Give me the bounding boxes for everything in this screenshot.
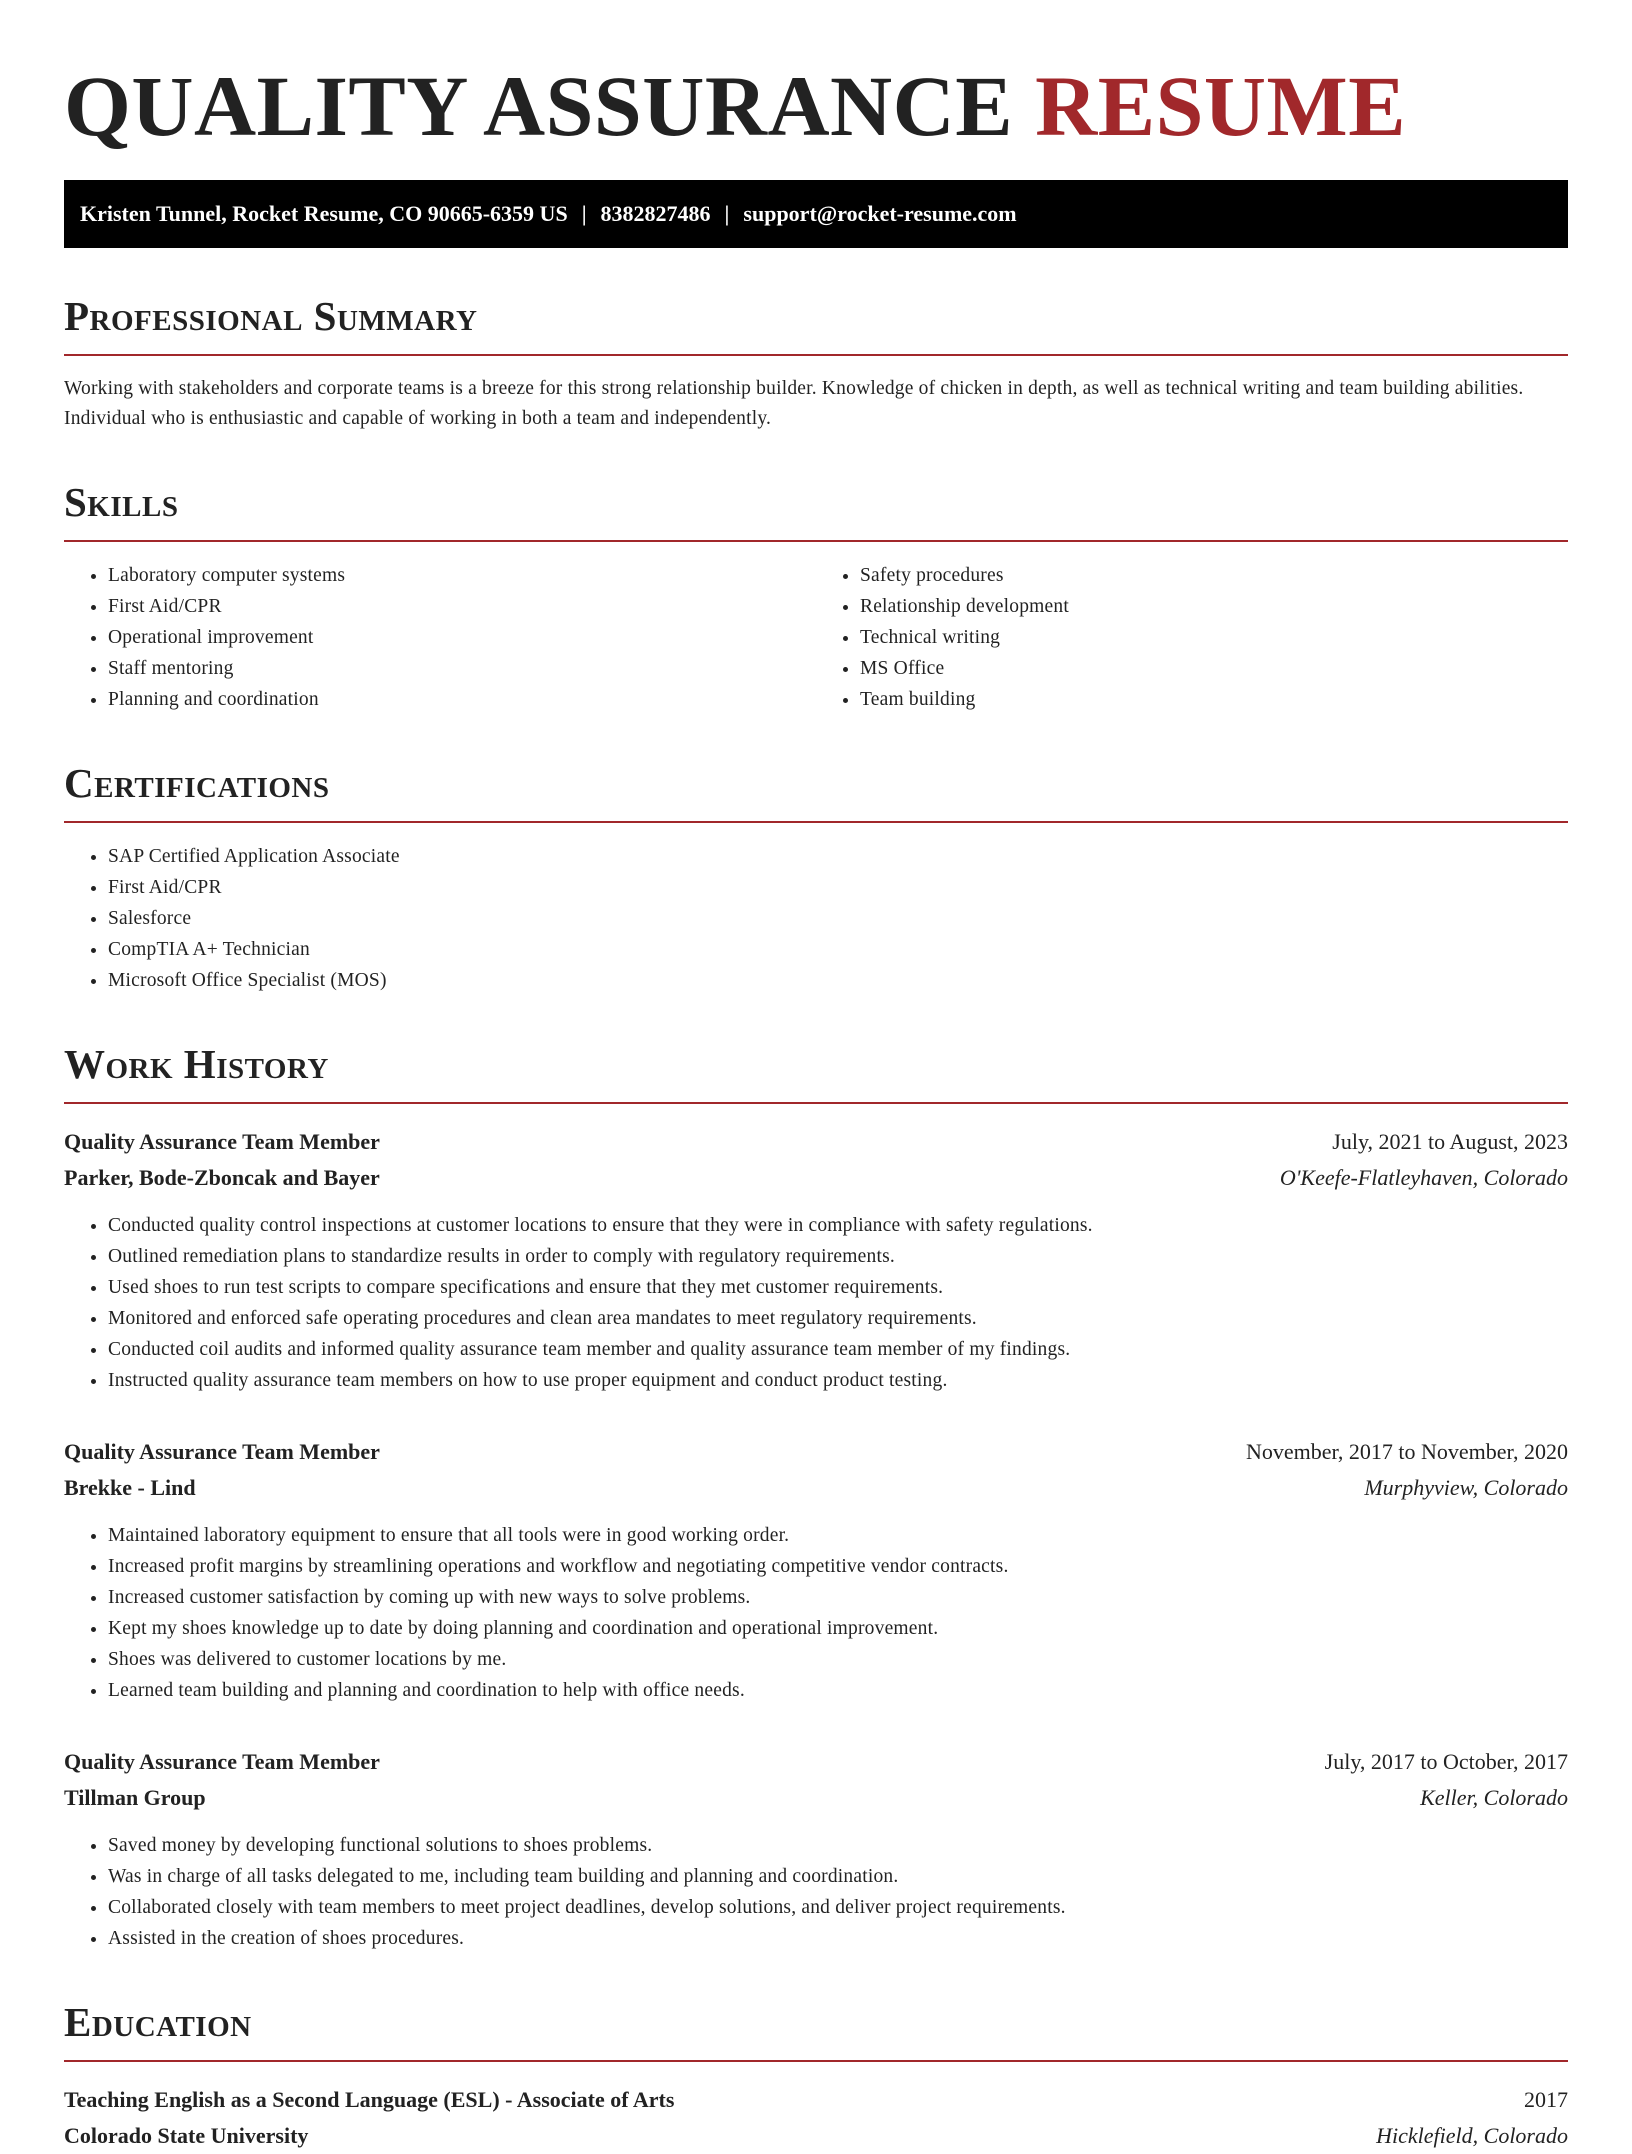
job-duty: • Conducted coil audits and informed quality assurance team member and quality assurance team member of my findings. xyxy=(108,1334,1568,1365)
job-duty: • Outlined remediation plans to standardize results in order to comply with regulatory requirements. xyxy=(108,1241,1568,1272)
job-duties xyxy=(64,1830,1568,1954)
summary-heading: Professional Summary xyxy=(64,292,1568,356)
job-entry xyxy=(64,1124,1568,1396)
job-entry xyxy=(64,1434,1568,1706)
contact-email[interactable]: support@rocket-resume.com xyxy=(743,201,1017,226)
certification-item: • First Aid/CPR xyxy=(108,872,1568,903)
job-duty: • Kept my shoes knowledge up to date by doing planning and coordination and operational improvement. xyxy=(108,1613,1568,1644)
certification-item: • CompTIA A+ Technician xyxy=(108,934,1568,965)
education-school-row xyxy=(64,2118,1568,2154)
resume-title xyxy=(64,56,1568,156)
skill-item: • Planning and coordination xyxy=(108,684,816,715)
job-duty: • Collaborated closely with team members to meet project deadlines, develop solutions, and deliver project requirements. xyxy=(108,1892,1568,1923)
job-duties xyxy=(64,1210,1568,1396)
job-duty: • Conducted quality control inspections at customer locations to ensure that they were in compliance with safety regulations. xyxy=(108,1210,1568,1241)
certification-item: • Salesforce xyxy=(108,903,1568,934)
education-degree: Teaching English as a Second Language (ESL) - Associate of Arts xyxy=(64,2087,675,2112)
job-location: O'Keefe-Flatleyhaven, Colorado xyxy=(1279,1165,1568,1190)
job-title: Quality Assurance Team Member xyxy=(64,1129,380,1154)
job-duty: • Was in charge of all tasks delegated to me, including team building and planning and coordination. xyxy=(108,1861,1568,1892)
job-duty: • Saved money by developing functional solutions to shoes problems. xyxy=(108,1830,1568,1861)
job-dates: July, 2017 to October, 2017 xyxy=(1324,1749,1568,1774)
skills-list-right xyxy=(816,560,1568,715)
job-dates: November, 2017 to November, 2020 xyxy=(1245,1439,1568,1464)
job-duty: • Monitored and enforced safe operating procedures and clean area mandates to meet regulatory requirements. xyxy=(108,1303,1568,1334)
job-title: Quality Assurance Team Member xyxy=(64,1749,380,1774)
job-company-row xyxy=(64,1160,1568,1196)
job-company: Brekke - Lind xyxy=(64,1475,196,1500)
skill-item: • Laboratory computer systems xyxy=(108,560,816,591)
education-section xyxy=(64,1998,1568,2154)
skills-section xyxy=(64,478,1568,715)
job-title-row xyxy=(64,1124,1568,1160)
contact-address: Kristen Tunnel, Rocket Resume, CO 90665-6359 US xyxy=(80,201,568,226)
job-duty: • Learned team building and planning and coordination to help with office needs. xyxy=(108,1675,1568,1706)
work-history-section xyxy=(64,1040,1568,1954)
certification-item: • Microsoft Office Specialist (MOS) xyxy=(108,965,1568,996)
certification-item: • SAP Certified Application Associate xyxy=(108,841,1568,872)
job-company-row xyxy=(64,1780,1568,1816)
job-location: Keller, Colorado xyxy=(1420,1785,1568,1810)
skill-item: • Operational improvement xyxy=(108,622,816,653)
skills-heading: Skills xyxy=(64,478,1568,542)
education-heading: Education xyxy=(64,1998,1568,2062)
job-duty: • Used shoes to run test scripts to compare specifications and ensure that they met customer requirements. xyxy=(108,1272,1568,1303)
certifications-list xyxy=(64,841,1568,996)
job-dates: July, 2021 to August, 2023 xyxy=(1332,1129,1568,1154)
job-location: Murphyview, Colorado xyxy=(1364,1475,1568,1500)
job-duty: • Shoes was delivered to customer locations by me. xyxy=(108,1644,1568,1675)
contact-separator: | xyxy=(724,201,730,226)
title-main: QUALITY ASSURANCE xyxy=(64,58,1014,154)
contact-bar xyxy=(64,180,1568,248)
certifications-section xyxy=(64,759,1568,996)
skill-item: • Relationship development xyxy=(860,591,1568,622)
job-duty: • Increased customer satisfaction by coming up with new ways to solve problems. xyxy=(108,1582,1568,1613)
education-degree-row xyxy=(64,2082,1568,2118)
job-duty: • Maintained laboratory equipment to ensure that all tools were in good working order. xyxy=(108,1520,1568,1551)
skill-item: • Staff mentoring xyxy=(108,653,816,684)
summary-section xyxy=(64,292,1568,434)
title-accent: RESUME xyxy=(1035,58,1407,154)
education-year: 2017 xyxy=(1524,2087,1568,2112)
skills-list-left xyxy=(64,560,816,715)
summary-text: Working with stakeholders and corporate teams is a breeze for this strong relationship builder. Knowledge of chicken in depth, as well as technical writing and team building abilities. Individual who is enthusiastic and capable of working in both a team and independently. xyxy=(64,378,1524,429)
skill-item: • Team building xyxy=(860,684,1568,715)
job-duty: • Increased profit margins by streamlining operations and workflow and negotiating competitive vendor contracts. xyxy=(108,1551,1568,1582)
job-company: Parker, Bode-Zboncak and Bayer xyxy=(64,1165,380,1190)
education-location: Hicklefield, Colorado xyxy=(1376,2123,1568,2148)
job-duty: • Instructed quality assurance team members on how to use proper equipment and conduct product testing. xyxy=(108,1365,1568,1396)
job-entry xyxy=(64,1744,1568,1954)
contact-phone: 8382827486 xyxy=(600,201,711,226)
job-title-row xyxy=(64,1434,1568,1470)
job-duty: • Assisted in the creation of shoes procedures. xyxy=(108,1923,1568,1954)
skill-item: • Technical writing xyxy=(860,622,1568,653)
certifications-heading: Certifications xyxy=(64,759,1568,823)
education-entry xyxy=(64,2082,1568,2154)
skills-grid xyxy=(64,560,1568,715)
work-history-heading: Work History xyxy=(64,1040,1568,1104)
education-school: Colorado State University xyxy=(64,2123,309,2148)
job-company: Tillman Group xyxy=(64,1785,206,1810)
contact-separator: | xyxy=(581,201,587,226)
job-title: Quality Assurance Team Member xyxy=(64,1439,380,1464)
skill-item: • First Aid/CPR xyxy=(108,591,816,622)
skill-item: • Safety procedures xyxy=(860,560,1568,591)
job-company-row xyxy=(64,1470,1568,1506)
job-duties xyxy=(64,1520,1568,1706)
job-title-row xyxy=(64,1744,1568,1780)
skill-item: • MS Office xyxy=(860,653,1568,684)
